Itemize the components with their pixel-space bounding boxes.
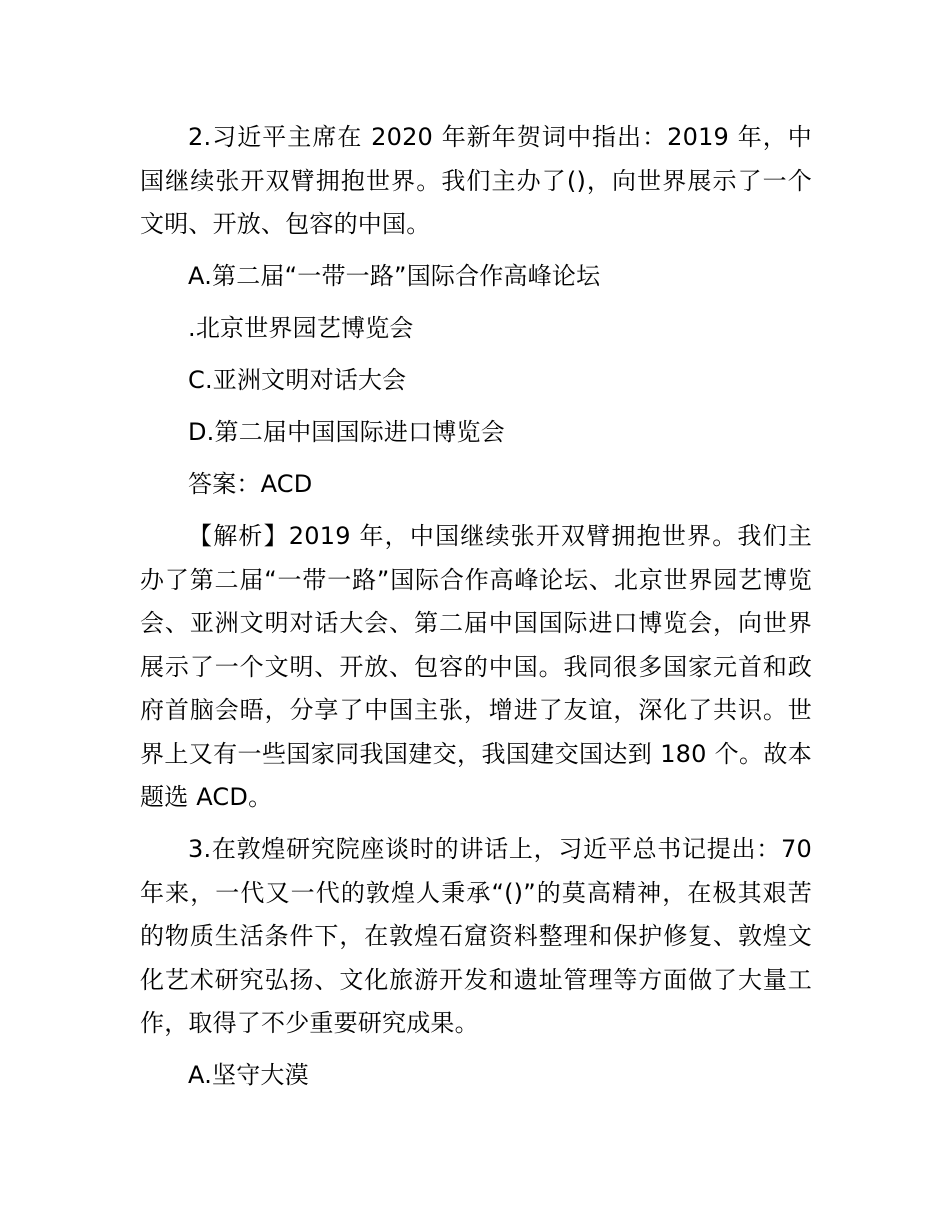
question-3-stem: 3.在敦煌研究院座谈时的讲话上，习近平总书记提出：70 年来，一代又一代的敦煌人秉承“()”的莫高精神，在极其艰苦的物质生活条件下，在敦煌石窟资料整理和保护修复、敦煌文化艺术研究弘扬、文化旅游开发和遗址管理等方面做了大量工作，取得了不少重要研究成果。 bbox=[140, 835, 812, 1037]
question-2-answer: 答案：ACD bbox=[188, 470, 313, 498]
question-2-option-d: D.第二届中国国际进口博览会 bbox=[188, 418, 505, 446]
question-2-option-b: .北京世界园艺博览会 bbox=[188, 314, 414, 342]
question-2-option-c: C.亚洲文明对话大会 bbox=[188, 366, 407, 394]
question-2-analysis: 【解析】2019 年，中国继续张开双臂拥抱世界。我们主办了第二届“一带一路”国际合作高峰论坛、北京世界园艺博览会、亚洲文明对话大会、第二届中国国际进口博览会，向世界展示了一个文明、开放、包容的中国。我同很多国家元首和政府首脑会晤，分享了中国主张，增进了友谊，深化了共识。世界上又有一些国家同我国建交，我国建交国达到 180 个。故本题选 ACD。 bbox=[140, 522, 812, 811]
question-3-option-a: A.坚守大漠 bbox=[188, 1061, 309, 1089]
question-2-stem: 2.习近平主席在 2020 年新年贺词中指出：2019 年，中国继续张开双臂拥抱世界。我们主办了()，向世界展示了一个文明、开放、包容的中国。 bbox=[140, 123, 812, 238]
document-page bbox=[140, 116, 812, 1098]
question-2-option-a: A.第二届“一带一路”国际合作高峰论坛 bbox=[188, 262, 601, 290]
